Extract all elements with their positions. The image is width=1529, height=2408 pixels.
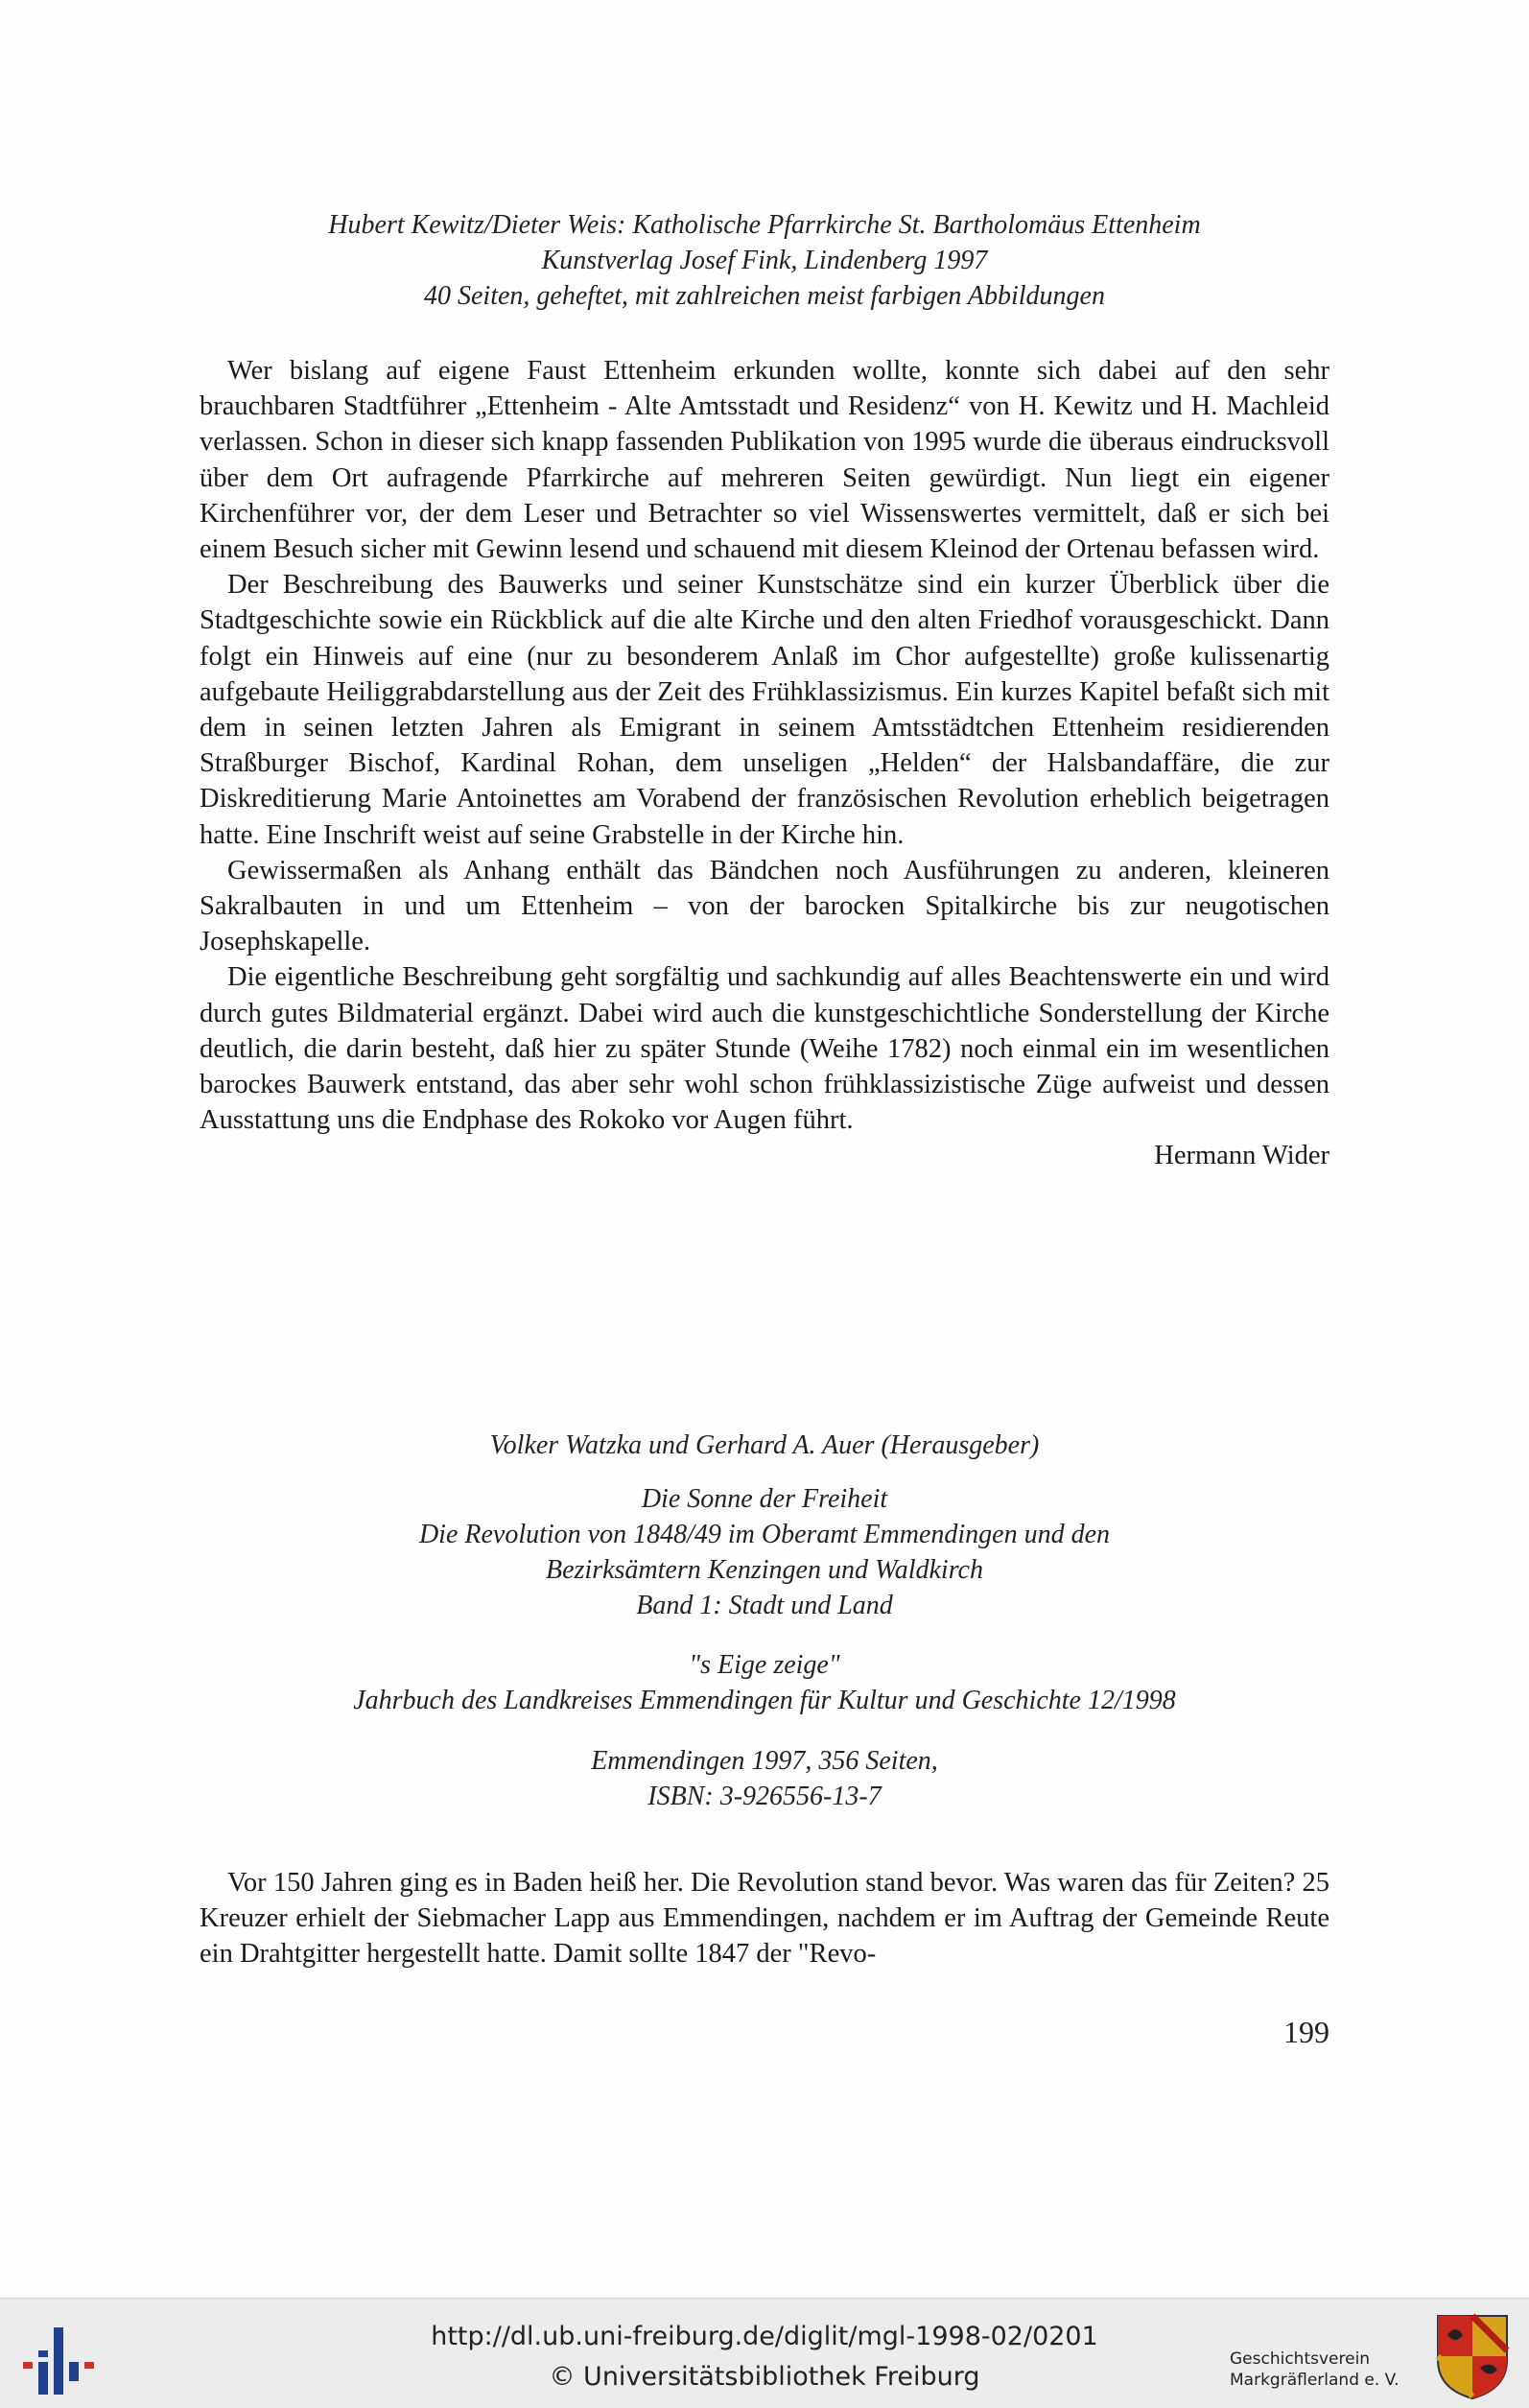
review1-paragraph: Die eigentliche Beschreibung geht sorgfältig und sachkundig auf alles Beachtenswerte ein und wird durch gutes Bildmaterial ergänzt. Dabei wird auch die kunstgeschichtliche Sonderstellung der Kirche deutlich, die darin besteht, daß hier zu später Stunde (Weihe 1782) noch einmal ein im wesentlichen barockes Bauwerk entstand, das aber sehr wohl schon frühklassizistische Züge aufweist und dessen Ausstattung uns die Endphase des Rokoko vor Augen führt. — [200, 962, 1329, 1136]
review2-yearbook-line: "s Eige zeige" — [689, 1650, 840, 1680]
review2-body — [200, 1865, 1329, 1972]
footer-society-line: Markgräflerland e. V. — [1230, 2371, 1400, 2390]
review1-signature: Hermann Wider — [1154, 1141, 1329, 1171]
review2-publication-line: ISBN: 3-926556-13-7 — [647, 1782, 882, 1811]
footer-society-line: Geschichtsverein — [1230, 2349, 1371, 2369]
review2-paragraph: Vor 150 Jahren ging es in Baden heiß her. Die Revolution stand bevor. Was waren das für Zeiten? 25 Kreuzer erhielt der Siebmacher Lapp aus Emmendingen, nachdem er im Auftrag der Gemeinde Reute ein Drahtgitter hergestellt hatte. Damit sollte 1847 der "Revo- — [200, 1868, 1329, 1970]
review2-title-line: Band 1: Stadt und Land — [636, 1591, 893, 1620]
review2-title-line: Die Sonne der Freiheit — [641, 1484, 888, 1514]
page-number: 199 — [1283, 2015, 1329, 2049]
review1-heading-author-title: Hubert Kewitz/Dieter Weis: Katholische Pfarrkirche St. Bartholomäus Ettenheim — [328, 210, 1201, 240]
footer-society-name — [1230, 2349, 1400, 2391]
review1-body — [200, 353, 1329, 1174]
review2-publication-block — [200, 1743, 1329, 1814]
footer-url-link[interactable]: http://dl.ub.uni-freiburg.de/diglit/mgl-1998-02/0201 — [431, 2322, 1098, 2351]
coat-of-arms-icon — [1434, 2312, 1511, 2400]
viewer-footer — [0, 2298, 1529, 2408]
review1-paragraph: Der Beschreibung des Bauwerks und seiner Kunstschätze sind ein kurzer Überblick über die Stadtgeschichte sowie ein Rückblick auf die alte Kirche und den alten Friedhof vorausgeschickt. Dann folgt ein Hinweis auf eine (nur zu besonderem Anlaß im Chor aufgestellte) große kulissenartig aufgebaute Heiliggrabdarstellung aus der Zeit des Frühklassizismus. Ein kurzes Kapitel befaßt sich mit dem in seinen letzten Jahren als Emigrant in seinem Amtsstädtchen Ettenheim residierenden Straßburger Bischof, Kardinal Rohan, dem unseligen „Helden“ der Halsbandaffäre, die zur Diskreditierung Marie Antoinettes am Vorabend der französischen Revolution erheblich beigetragen hatte. Eine Inschrift weist auf seine Grabstelle in der Kirche hin. — [200, 570, 1329, 850]
review2-title-line: Bezirksämtern Kenzingen und Waldkirch — [546, 1555, 983, 1585]
footer-copyright: © Universitätsbibliothek Freiburg — [549, 2362, 980, 2392]
review1-heading-details: 40 Seiten, geheftet, mit zahlreichen meist farbigen Abbildungen — [424, 281, 1105, 311]
review2-editors: Volker Watzka und Gerhard A. Auer (Herausgeber) — [489, 1430, 1040, 1460]
review1-heading — [200, 207, 1329, 314]
review2-title-block — [200, 1481, 1329, 1623]
review2-publication-line: Emmendingen 1997, 356 Seiten, — [591, 1746, 938, 1776]
review1-paragraph: Gewissermaßen als Anhang enthält das Bändchen noch Ausführungen zu anderen, kleineren Sakralbauten in und um Ettenheim – von der barocken Spitalkirche bis zur neugotischen Josephskapelle. — [200, 855, 1329, 957]
review2-yearbook-line: Jahrbuch des Landkreises Emmendingen für Kultur und Geschichte 12/1998 — [353, 1686, 1176, 1715]
review2-yearbook-block — [200, 1647, 1329, 1718]
review2-title-line: Die Revolution von 1848/49 im Oberamt Emmendingen und den — [418, 1520, 1111, 1549]
review1-paragraph: Wer bislang auf eigene Faust Ettenheim erkunden wollte, konnte sich dabei auf den sehr brauchbaren Stadtführer „Ettenheim - Alte Amtsstadt und Residenz“ von H. Kewitz und H. Machleid verlassen. Schon in dieser sich knapp fassenden Publikation von 1995 wurde die überaus eindrucksvoll über dem Ort aufragende Pfarrkirche auf mehreren Seiten gewürdigt. Nun liegt ein eigener Kirchenführer vor, der dem Leser und Betrachter so viel Wissenswertes vermittelt, daß er sich bei einem Besuch sicher mit Gewinn lesend und schauend mit diesem Kleinod der Ortenau befassen wird. — [200, 356, 1329, 565]
review1-heading-publisher: Kunstverlag Josef Fink, Lindenberg 1997 — [541, 246, 988, 275]
